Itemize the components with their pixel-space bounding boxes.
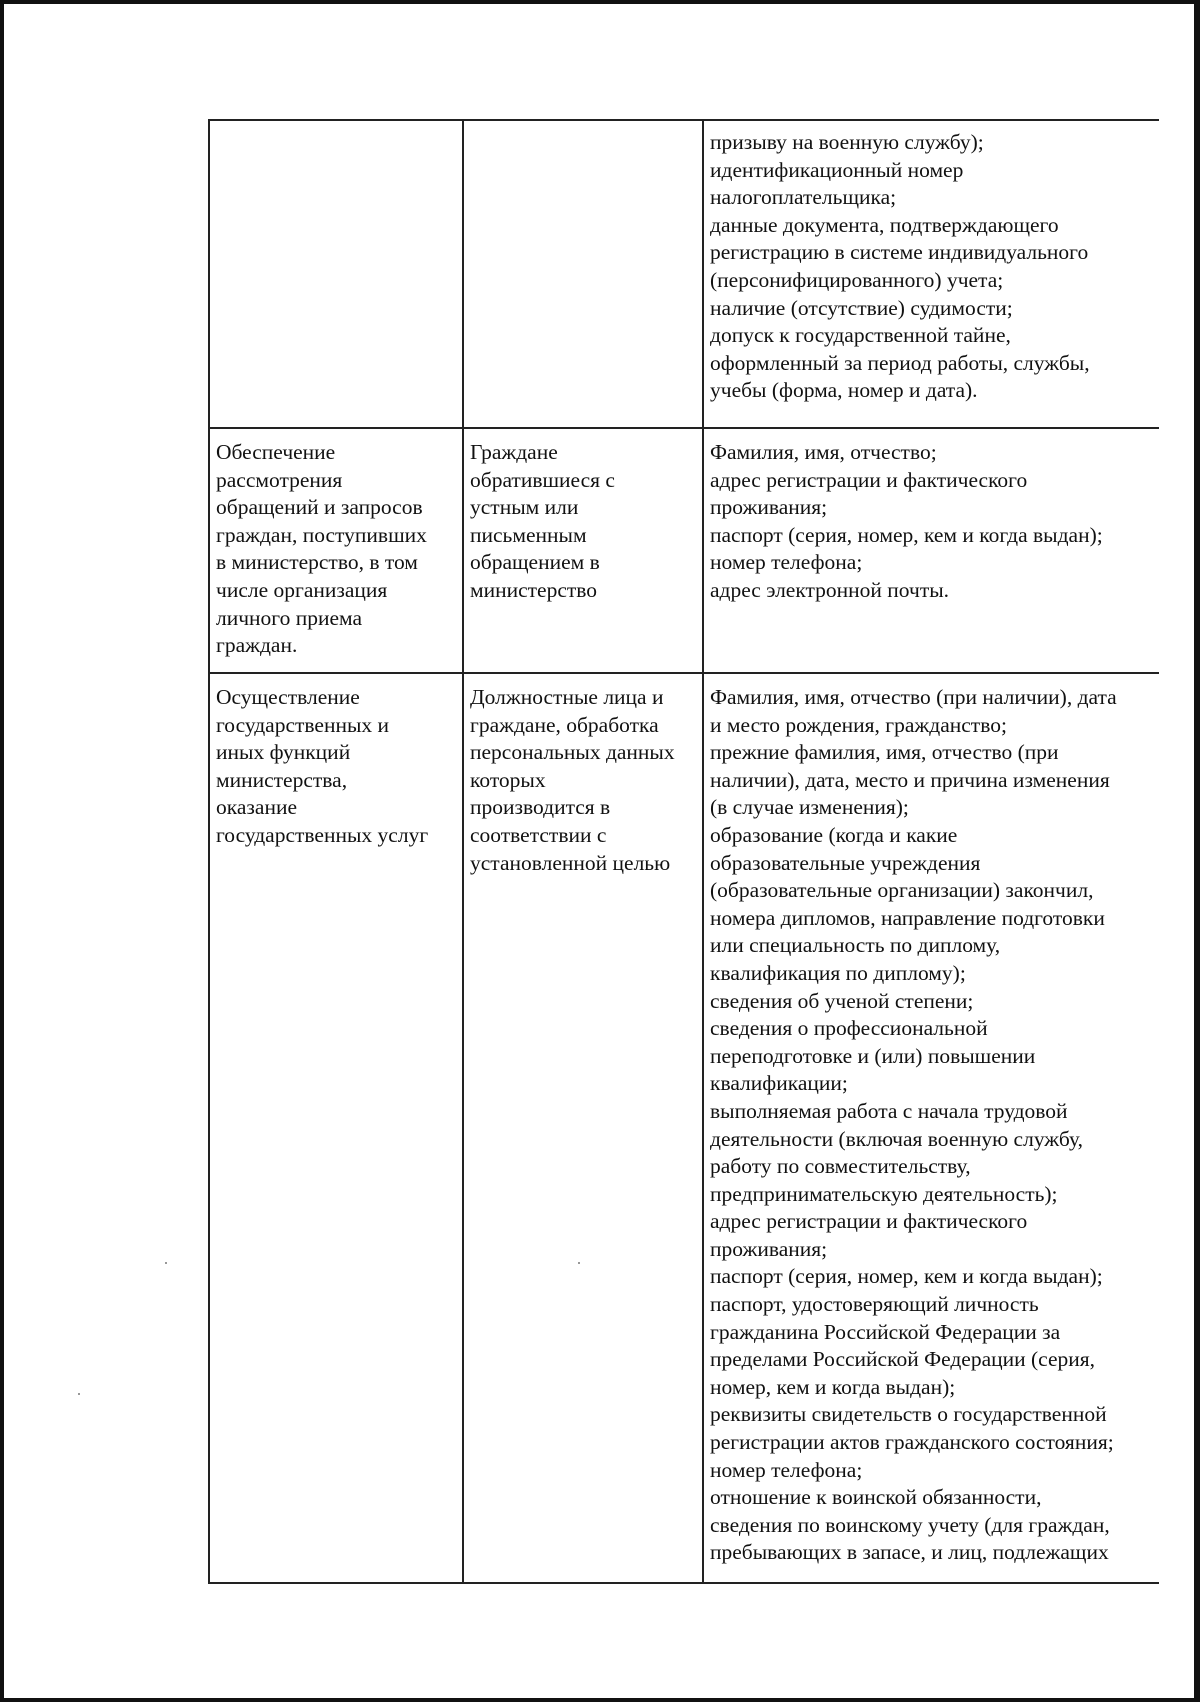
cell-text-line: граждане, обработка: [470, 712, 659, 737]
cell-text-line: которых: [470, 767, 546, 792]
cell-text-line: государственных услуг: [216, 822, 429, 847]
cell-text-line: паспорт (серия, номер, кем и когда выдан);: [710, 522, 1103, 547]
cell-text-line: государственных и: [216, 712, 390, 737]
cell-text-line: номер, кем и когда выдан);: [710, 1374, 956, 1399]
cell-text-line: соответствии с: [470, 822, 607, 847]
cell-text-line: номер телефона;: [710, 1457, 863, 1482]
cell-text-line: реквизиты свидетельств о государственной: [710, 1402, 1107, 1427]
cell-text-line: прежние фамилия, имя, отчество (при: [710, 740, 1059, 765]
cell-text-line: образование (когда и какие: [710, 822, 958, 847]
cell-text-line: квалификация по диплому);: [710, 960, 966, 985]
cell-text-line: адрес регистрации и фактического: [710, 1209, 1028, 1234]
cell-text-line: наличии), дата, место и причина изменения: [710, 767, 1110, 792]
cell-text-line: министерства,: [216, 767, 348, 792]
cell-text-line: проживания;: [710, 495, 828, 520]
cell-text-line: призыву на военную службу);: [710, 130, 984, 154]
cell-text-line: регистрации актов гражданского состояния;: [710, 1430, 1114, 1455]
purpose-cell: [209, 120, 463, 428]
cell-text-line: (в случае изменения);: [710, 795, 909, 820]
cell-text-line: министерство: [470, 577, 598, 602]
cell-text-line: сведения о профессиональной: [710, 1016, 988, 1041]
cell-text-line: производится в: [470, 795, 611, 820]
cell-text-line: проживания;: [710, 1236, 828, 1261]
purpose-cell: [209, 428, 463, 673]
cell-text-line: работу по совместительству,: [710, 1154, 971, 1179]
cell-text-line: в министерство, в том: [216, 550, 418, 575]
subjects-cell: [463, 428, 703, 673]
scan-speck: [578, 1262, 580, 1264]
cell-text-line: номер телефона;: [710, 550, 863, 575]
cell-text-line: установленной целью: [470, 850, 671, 875]
cell-text-line: граждан, поступивших: [216, 522, 427, 547]
table-row: [209, 673, 1159, 1583]
cell-text-line: отношение к воинской обязанности,: [710, 1485, 1042, 1510]
cell-text-line: квалификации;: [710, 1071, 848, 1096]
cell-text-line: оформленный за период работы, службы,: [710, 350, 1090, 375]
personal-data-table: [208, 119, 1159, 1584]
cell-text-line: персональных данных: [470, 740, 675, 765]
subjects-cell: [463, 120, 703, 428]
cell-text-line: Фамилия, имя, отчество;: [710, 440, 937, 464]
cell-text-line: (персонифицированного) учета;: [710, 267, 1004, 292]
cell-text-line: паспорт, удостоверяющий личность: [710, 1292, 1039, 1317]
cell-text-line: адрес электронной почты.: [710, 577, 950, 602]
cell-text-line: адрес регистрации и фактического: [710, 467, 1028, 492]
cell-text-line: или специальность по диплому,: [710, 933, 1001, 958]
cell-text-line: допуск к государственной тайне,: [710, 323, 1011, 348]
cell-text-line: граждан.: [216, 633, 298, 658]
cell-text-line: числе организация: [216, 577, 388, 602]
cell-text-line: письменным: [470, 522, 587, 547]
cell-text-line: Должностные лица и: [470, 685, 664, 709]
cell-text-line: регистрацию в системе индивидуального: [710, 240, 1089, 265]
cell-text-line: сведения по воинскому учету (для граждан,: [710, 1512, 1110, 1537]
cell-text-line: устным или: [470, 495, 579, 520]
cell-text-line: образовательные учреждения: [710, 850, 981, 875]
data-items-cell: [703, 673, 1159, 1583]
table-row: [209, 428, 1159, 673]
cell-text-line: личного приема: [216, 605, 363, 630]
cell-text-line: наличие (отсутствие) судимости;: [710, 295, 1013, 320]
scan-speck: [165, 1262, 167, 1264]
cell-text-line: номера дипломов, направление подготовки: [710, 905, 1105, 930]
cell-text-line: деятельности (включая военную службу,: [710, 1126, 1083, 1151]
cell-text-line: идентификационный номер: [710, 157, 964, 182]
cell-text-line: данные документа, подтверждающего: [710, 212, 1059, 237]
cell-text-line: пределами Российской Федерации (серия,: [710, 1347, 1096, 1372]
cell-text-line: Граждане: [470, 440, 558, 464]
cell-text-line: налогоплательщика;: [710, 185, 897, 210]
subjects-cell: [463, 673, 703, 1583]
cell-text-line: учебы (форма, номер и дата).: [710, 378, 978, 403]
cell-text-line: пребывающих в запасе, и лиц, подлежащих: [710, 1540, 1109, 1565]
cell-text-line: обращений и запросов: [216, 495, 423, 520]
cell-text-line: гражданина Российской Федерации за: [710, 1319, 1061, 1344]
cell-text-line: оказание: [216, 795, 298, 820]
cell-text-line: Обеспечение: [216, 440, 336, 464]
cell-text-line: и место рождения, гражданство;: [710, 712, 1007, 737]
table-row: [209, 120, 1159, 428]
cell-text-line: предпринимательскую деятельность);: [710, 1181, 1058, 1206]
cell-text-line: выполняемая работа с начала трудовой: [710, 1098, 1068, 1123]
cell-text-line: иных функций: [216, 740, 351, 765]
cell-text-line: паспорт (серия, номер, кем и когда выдан);: [710, 1264, 1103, 1289]
table-body: [209, 120, 1159, 1583]
purpose-cell: [209, 673, 463, 1583]
cell-text-line: Фамилия, имя, отчество (при наличии), дата: [710, 685, 1117, 709]
cell-text-line: рассмотрения: [216, 467, 343, 492]
data-items-cell: [703, 428, 1159, 673]
cell-text-line: Осуществление: [216, 685, 360, 709]
data-items-cell: [703, 120, 1159, 428]
cell-text-line: обращением в: [470, 550, 600, 575]
cell-text-line: переподготовке и (или) повышении: [710, 1043, 1036, 1068]
scan-speck: [78, 1393, 80, 1395]
cell-text-line: обратившиеся с: [470, 467, 615, 492]
cell-text-line: сведения об ученой степени;: [710, 988, 974, 1013]
cell-text-line: (образовательные организации) закончил,: [710, 878, 1094, 903]
